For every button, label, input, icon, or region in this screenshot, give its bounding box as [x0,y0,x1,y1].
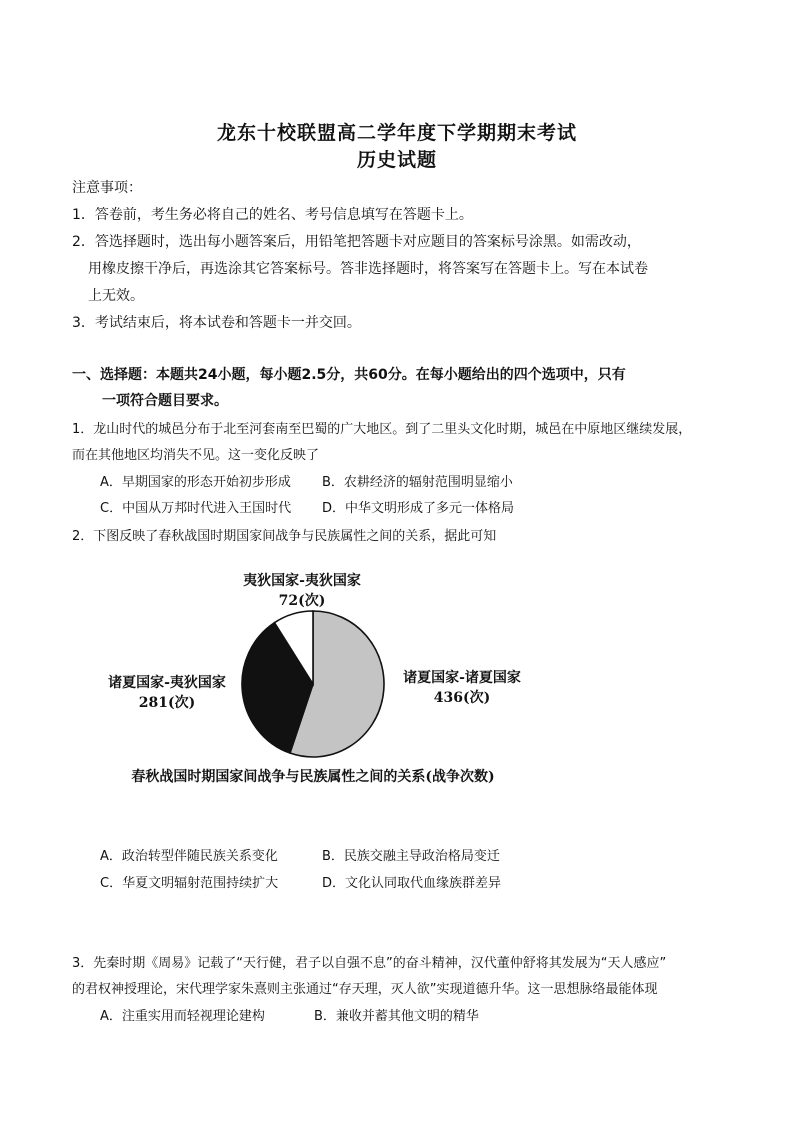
q2-option-d: D．文化认同取代血缘族群差异 [322,876,502,891]
q1-option-a: A．早期国家的形态开始初步形成 [100,475,291,490]
pie-label-zhuxia-zhuxia: 诸夏国家-诸夏国家 [403,670,521,686]
q1-stem-line-2: 而在其他地区均消失不见。这一变化反映了 [72,448,320,463]
notes-item-2-line-1: 2．答选择题时，选出每小题答案后，用铅笔把答题卡对应题目的答案标号涂黑。如需改动， [72,234,641,250]
pie-label-zhuxia-yidi: 诸夏国家-夷狄国家 [108,675,226,691]
section-1-line-2: 一项符合题目要求。 [102,393,228,409]
notes-heading: 注意事项： [72,180,142,196]
q2-stem: 2．下图反映了春秋战国时期国家间战争与民族属性之间的关系，据此可知 [72,529,497,544]
q3-option-a: A．注重实用而轻视理论建构 [100,1009,265,1024]
q3-option-b: B．兼收并蓄其他文明的精华 [314,1009,479,1024]
pie-slices [242,611,384,757]
section-1-line-1: 一、选择题：本题共24小题，每小题2.5分，共60分。在每小题给出的四个选项中，只有 [72,367,626,383]
pie-chart-title: 春秋战国时期国家间战争与民族属性之间的关系(战争次数) [131,769,495,785]
exam-subject: 历史试题 [356,149,437,171]
q1-option-d: D．中华文明形成了多元一体格局 [322,501,515,516]
exam-title: 龙东十校联盟高二学年度下学期期末考试 [216,122,577,144]
q3-stem-line-1: 3．先秦时期《周易》记载了“天行健，君子以自强不息”的奋斗精神，汉代董仲舒将其发展为“天人感应” [72,956,667,971]
pie-label-yidi-yidi: 夷狄国家-夷狄国家 [243,573,361,589]
q3-stem-line-2: 的君权神授理论，宋代理学家朱熹则主张通过“存天理，灭人欲”实现道德升华。这一思想脉络最能体现 [72,982,658,997]
notes-item-3: 3．考试结束后，将本试卷和答题卡一并交回。 [72,315,361,331]
q2-option-c: C．华夏文明辐射范围持续扩大 [100,876,279,891]
notes-item-2-line-2: 用橡皮擦干净后，再选涂其它答案标号。答非选择题时，将答案写在答题卡上。写在本试卷 [88,261,648,277]
notes-item-1: 1．答卷前，考生务必将自己的姓名、考号信息填写在答题卡上。 [72,207,473,223]
q2-option-a: A．政治转型伴随民族关系变化 [100,849,278,864]
q1-stem-line-1: 1．龙山时代的城邑分布于北至河套南至巴蜀的广大地区。到了二里头文化时期，城邑在中原地区继续发展， [72,422,692,437]
notes-item-2-line-3: 上无效。 [88,288,144,304]
pie-value-zhuxia-yidi: 281(次) [138,695,196,711]
q2-option-b: B．民族交融主导政治格局变迁 [322,849,500,864]
q1-option-c: C．中国从万邦时代进入王国时代 [100,501,292,516]
pie-value-yidi-yidi: 72(次) [278,593,326,609]
q1-option-b: B．农耕经济的辐射范围明显缩小 [322,475,513,490]
pie-value-zhuxia-zhuxia: 436(次) [433,690,491,706]
